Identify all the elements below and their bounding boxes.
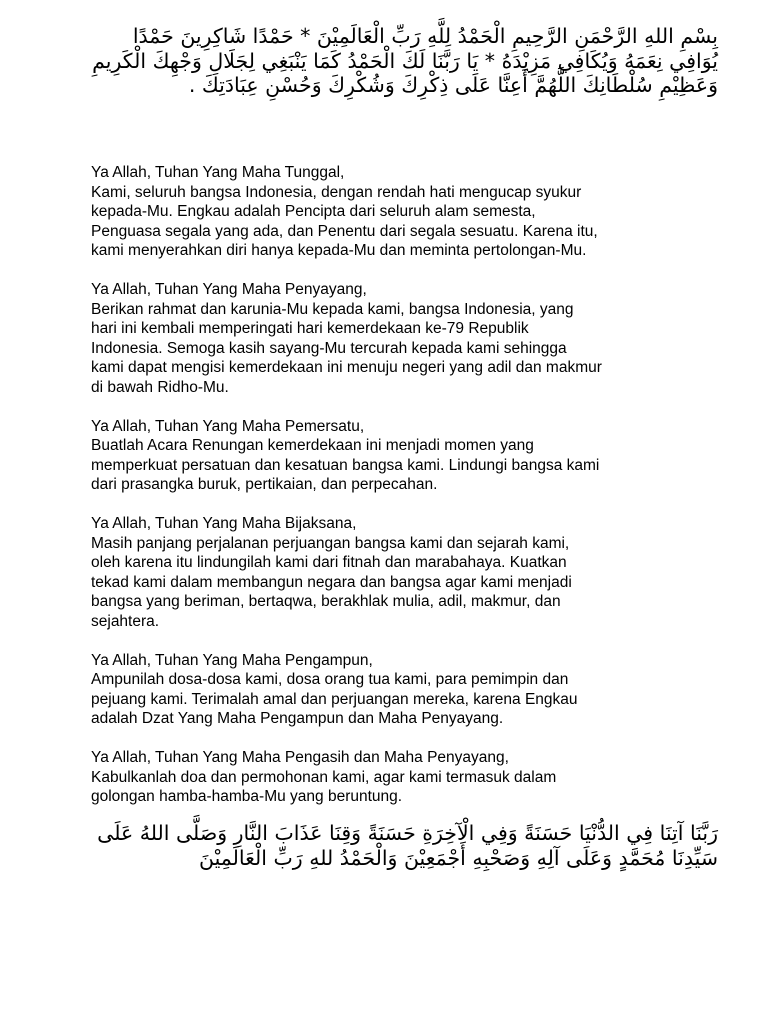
section-line: Buatlah Acara Renungan kemerdekaan ini menjadi momen yang	[91, 437, 534, 455]
section-line: pejuang kami. Terimalah amal dan perjuangan mereka, karena Engkau	[91, 690, 578, 708]
section-line: tekad kami dalam membangun negara dan bangsa agar kami menjadi	[91, 573, 572, 591]
section-line: Kami, seluruh bangsa Indonesia, dengan rendah hati mengucap syukur	[91, 183, 582, 201]
section-line: memperkuat persatuan dan kesatuan bangsa kami. Lindungi bangsa kami	[91, 456, 600, 474]
section-line: sejahtera.	[91, 612, 160, 630]
prayer-body	[91, 163, 731, 827]
section-heading: Ya Allah, Tuhan Yang Maha Pengampun,	[91, 651, 373, 669]
prayer-section-pengampun	[91, 651, 731, 729]
prayer-section-bijaksana	[91, 514, 731, 631]
section-heading: Ya Allah, Tuhan Yang Maha Tunggal,	[91, 164, 345, 181]
section-line: kepada-Mu. Engkau adalah Pencipta dari seluruh alam semesta,	[91, 203, 536, 220]
section-line: kami menyerahkan diri hanya kepada-Mu dan meminta pertolongan-Mu.	[91, 242, 587, 259]
section-line: oleh karena itu lindungilah kami dari fitnah dan marabahaya. Kuatkan	[91, 554, 567, 572]
section-line: Ampunilah dosa-dosa kami, dosa orang tua kami, para pemimpin dan	[91, 671, 569, 689]
section-line: adalah Dzat Yang Maha Pengampun dan Maha Penyayang.	[91, 710, 504, 728]
prayer-section-pemersatu	[91, 417, 731, 495]
section-line: dari prasangka buruk, pertikaian, dan perpecahan.	[91, 476, 438, 494]
prayer-section-tunggal	[91, 163, 731, 261]
section-line: bangsa yang beriman, bertaqwa, berakhlak mulia, adil, makmur, dan	[91, 593, 561, 611]
section-heading: Ya Allah, Tuhan Yang Maha Bijaksana,	[91, 515, 357, 533]
section-line: kami dapat mengisi kemerdekaan ini menuju negeri yang adil dan makmur	[91, 359, 602, 377]
section-heading: Ya Allah, Tuhan Yang Maha Pemersatu,	[91, 417, 365, 435]
section-line: Masih panjang perjalanan perjuangan bangsa kami dan sejarah kami,	[91, 534, 570, 552]
section-line: di bawah Ridho-Mu.	[91, 378, 229, 396]
section-line: Kabulkanlah doa dan permohonan kami, agar kami termasuk dalam	[91, 768, 557, 786]
prayer-section-pengasih	[91, 748, 731, 807]
section-line: Indonesia. Semoga kasih sayang-Mu tercurah kepada kami sehingga	[91, 339, 567, 357]
prayer-section-penyayang	[91, 280, 731, 397]
section-line: hari ini kembali memperingati hari kemerdekaan ke-79 Republik	[91, 320, 529, 338]
section-heading: Ya Allah, Tuhan Yang Maha Pengasih dan Maha Penyayang,	[91, 749, 509, 767]
section-heading: Ya Allah, Tuhan Yang Maha Penyayang,	[91, 281, 367, 299]
arabic-opening-prayer: بِسْمِ اللهِ الرَّحْمَنِ الرَّحِيمِ الْحَمْدُ لِلَّهِ رَبِّ الْعَالَمِيْنَ * حَمْدًا شَاكِرِينَ حَمْدًا يُوَافِي نِعَمَهُ وَيُكَافِي مَزِيْدَهُ * يَا رَبَّنَا لَكَ الْحَمْدُ كَمَا يَنْبَغِي لِجَلَالِ وَجْهِكَ الْكَرِيمِ وَعَظِيْمِ سُلْطَانِكَ اللَّهُمَّ أَعِنَّا عَلَى ذِكْرِكَ وَشُكْرِكَ وَحُسْنِ عِبَادَتِكَ .	[92, 24, 718, 97]
section-line: Penguasa segala yang ada, dan Penentu dari segala sesuatu. Karena itu,	[91, 222, 598, 240]
arabic-closing-prayer: رَبَّنَا آتِنَا فِي الدُّنْيَا حَسَنَةً وَفِي الْآخِرَةِ حَسَنَةً وَقِنَا عَذَابَ النَّارِ وَصَلَّى اللهُ عَلَى سَيِّدِنَا مُحَمَّدٍ وَعَلَى آلِهِ وَصَحْبِهِ أَجْمَعِيْنَ وَالْحَمْدُ للهِ رَبِّ الْعَالَمِيْنَ	[97, 821, 718, 870]
section-line: golongan hamba-hamba-Mu yang beruntung.	[91, 788, 403, 806]
section-line: Berikan rahmat dan karunia-Mu kepada kami, bangsa Indonesia, yang	[91, 300, 574, 318]
